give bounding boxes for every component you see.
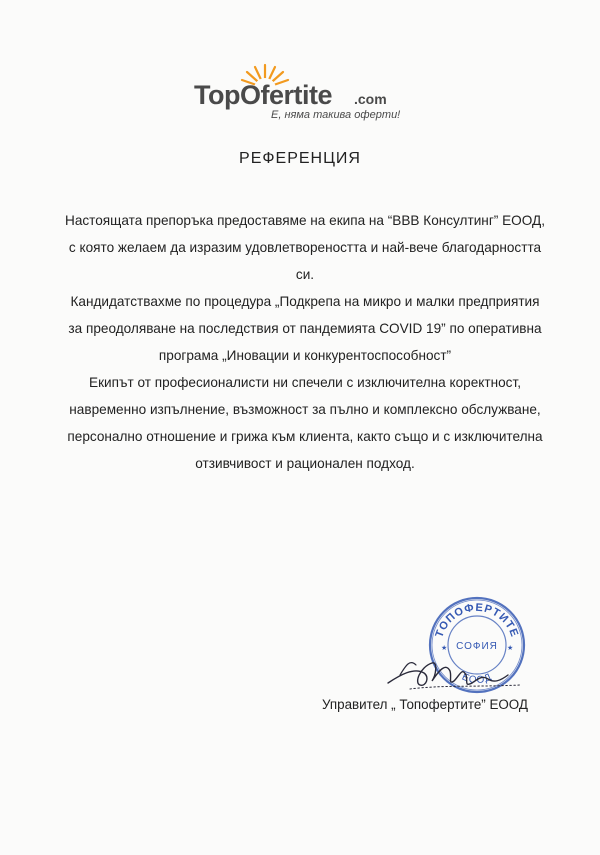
logo-tld: .com [354,91,387,107]
stamp-inner-text: СОФИЯ [456,641,498,652]
logo-wordmark [194,80,332,111]
body-line: персонално отношение и грижа към клиента, както също и с изключителна [67,429,543,444]
stamp-star-left: ★ [441,645,448,652]
stamp-star-right: ★ [507,645,514,652]
topofertite-logo [194,62,401,126]
logo-tagline: Е, няма такива оферти! [271,109,401,121]
body-line: програма „Иновации и конкурентоспособност” [158,348,452,363]
handwritten-signature [380,645,530,695]
stamp-outer-text: ТОПОФЕРТИТЕ [433,601,521,640]
signoff-manager: Управител „ Топофертите” ЕООД [322,697,528,712]
document-title: РЕФЕРЕНЦИЯ [239,150,361,167]
body-line: Кандидатствахме по процедура „Подкрепа на микро и малки предприятия [70,294,540,309]
logo-brand-rest: fertite [260,80,333,110]
body-line: за преодоляване на последствия от пандемията COVID 19” по оперативна [68,321,542,336]
body-line: с която желаем да изразим удовлетвореността и най-вече благодарността [68,240,542,255]
logo-brand-top: Top [194,80,240,110]
letter-body [60,207,550,477]
body-line: си. [295,267,315,282]
logo-brand-o: O [239,80,261,110]
body-line: Настоящата препоръка предоставяме на екипа на “ВВВ Консултинг” ЕООД, [65,213,545,228]
body-line: отзивчивост и рационален подход. [195,456,415,471]
body-line: навременно изпълнение, възможност за пълно и комплексно обслужване, [69,402,541,417]
body-line: Екипът от професионалисти ни спечели с изключителна коректност, [89,375,521,390]
stamp-bottom-text: ЕООД [460,671,494,687]
